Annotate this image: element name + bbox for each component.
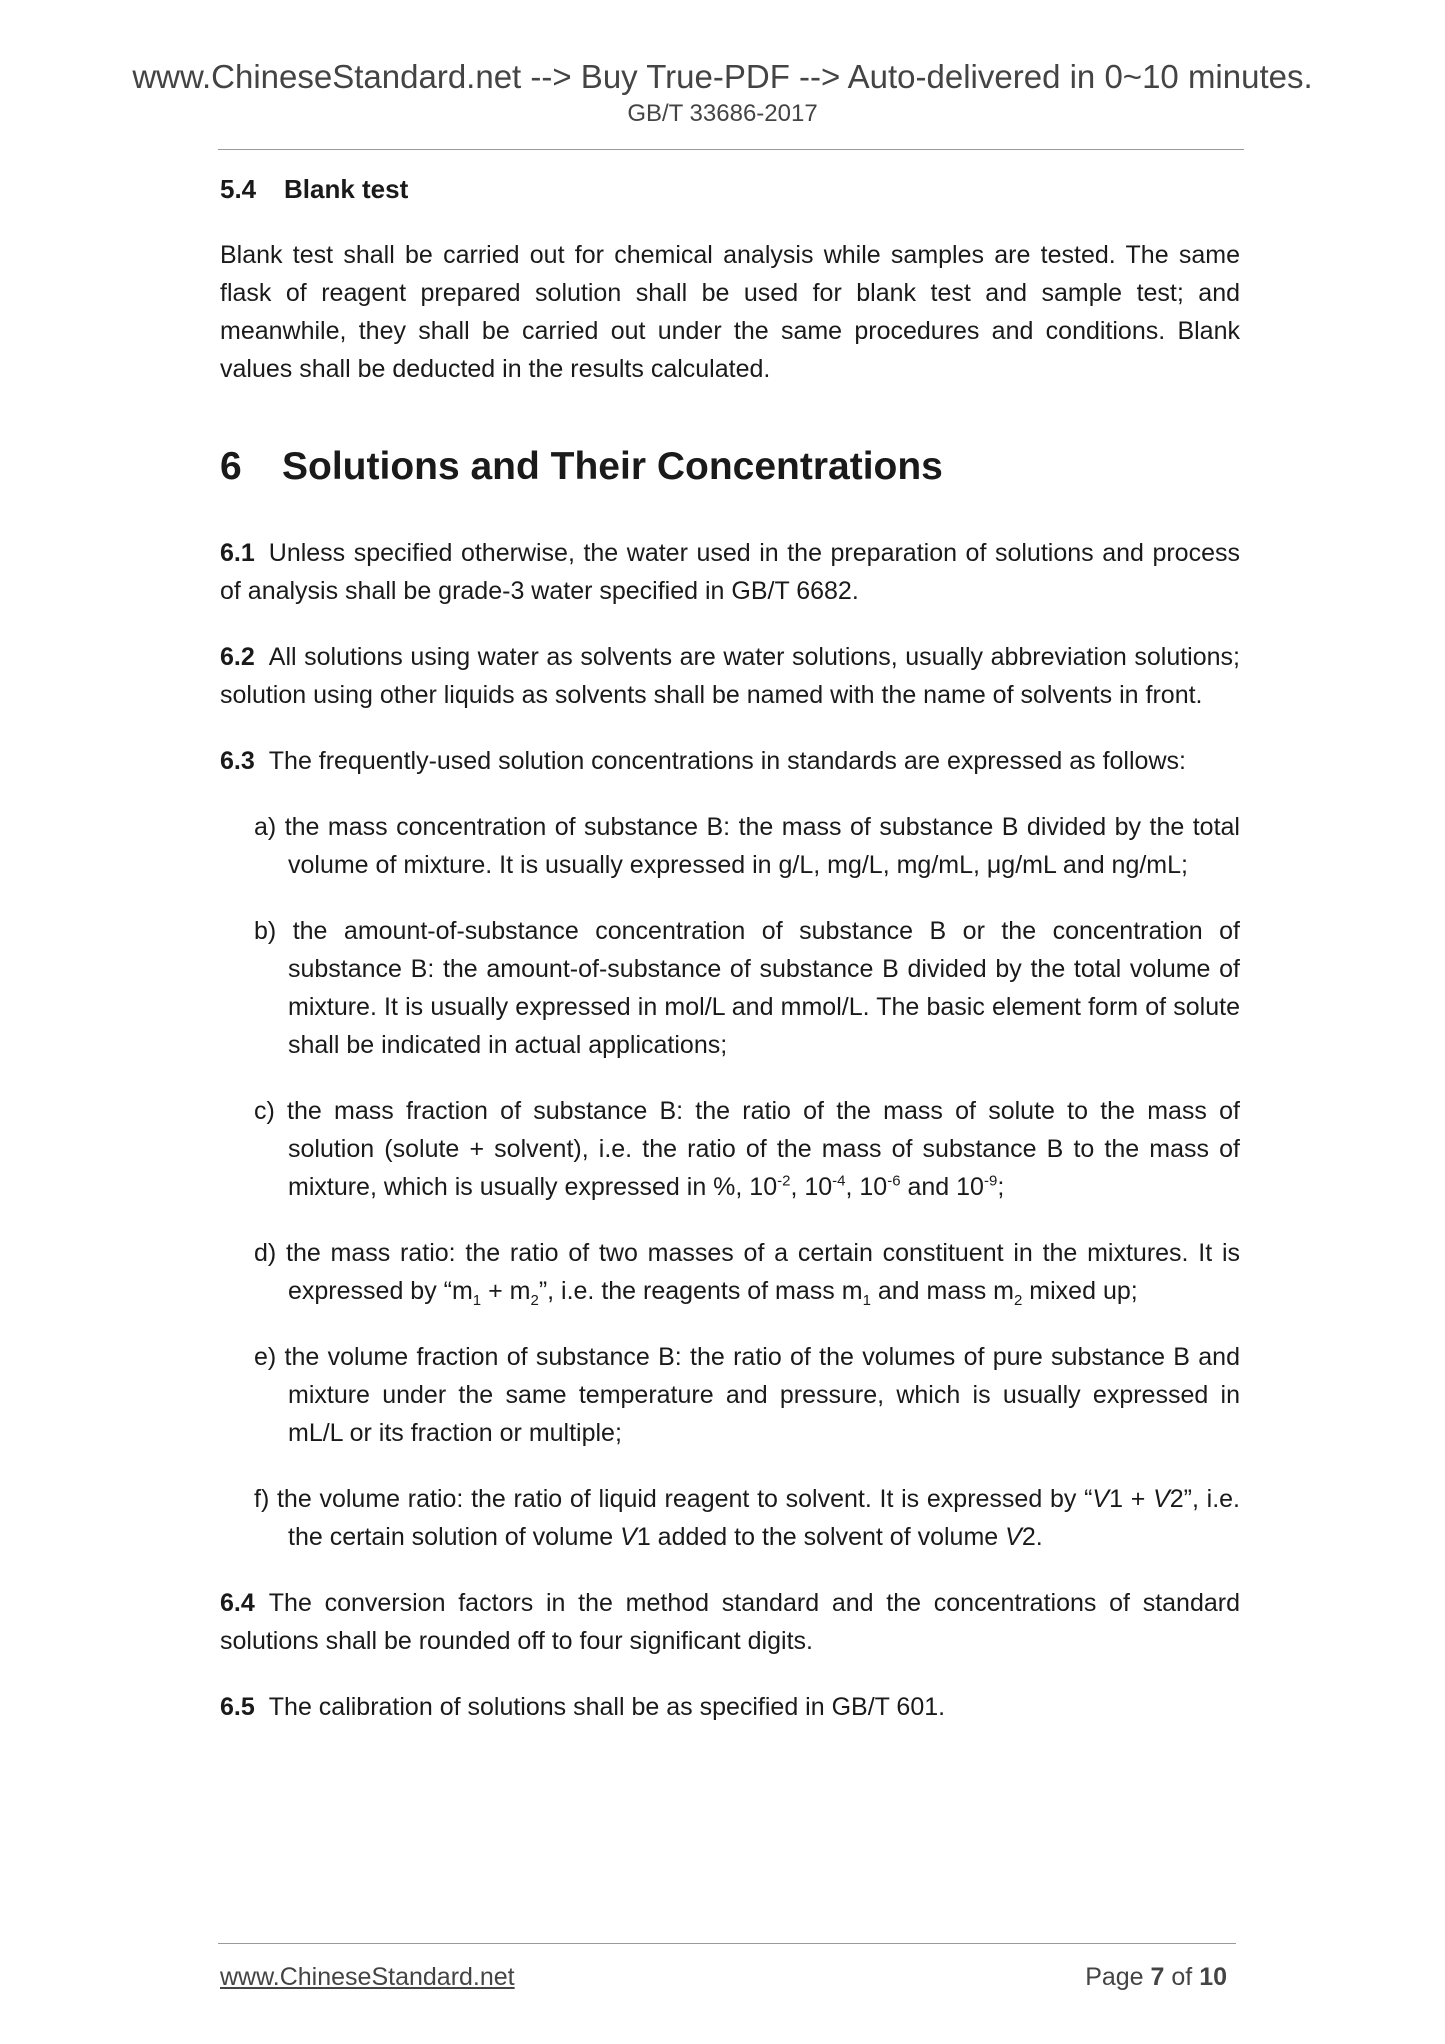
- list-item-b: b) the amount-of-substance concentration of substance B or the concentration of substance B: the amount-of-substance of substance B divided by the total volume of mixture. It is usually expressed in mol/L and mmol/L. The basic element form of solute shall be indicated in actual applications;: [254, 917, 1240, 1059]
- clause-number: 6.3: [220, 747, 255, 775]
- header-divider: [218, 149, 1244, 150]
- clause-text: The conversion factors in the method standard and the concentrations of standard solutions shall be rounded off to four significant digits.: [220, 1589, 1240, 1655]
- clause-text: All solutions using water as solvents are water solutions, usually abbreviation solutions; solution using other liquids as solvents shall be named with the name of solvents in front.: [220, 643, 1240, 709]
- clause-text: The frequently-used solution concentrations in standards are expressed as follows:: [268, 747, 1186, 775]
- footer-website-link[interactable]: www.ChineseStandard.net: [220, 1963, 515, 1991]
- list-item-d: d) the mass ratio: the ratio of two masses of a certain constituent in the mixtures. It is expressed by “$m_1 + m_2$”, i.e. the reagents of mass $m_1$ and mass $m_2$ mixed up;: [254, 1239, 1240, 1309]
- clause-text: The calibration of solutions shall be as specified in GB/T 601.: [268, 1693, 946, 1721]
- clause-6-4: [220, 1584, 1240, 1660]
- clause-number: 6.5: [220, 1693, 255, 1721]
- blank-test-paragraph: Blank test shall be carried out for chemical analysis while samples are tested. The same flask of reagent prepared solution shall be used for blank test and sample test; and meanwhile, they shall be carried out under the same procedures and conditions. Blank values shall be deducted in the results calculated.: [220, 241, 1240, 383]
- clause-number: 6.2: [220, 643, 255, 671]
- clause-6-2: [220, 638, 1240, 714]
- clause-text: Unless specified otherwise, the water used in the preparation of solutions and process of analysis shall be grade-3 water specified in GB/T 6682.: [220, 539, 1240, 605]
- clause-6-5: [220, 1688, 1240, 1726]
- section-title: Blank test: [284, 174, 409, 204]
- page-content: [220, 170, 1240, 1754]
- header-banner: www.ChineseStandard.net --> Buy True-PDF --> Auto-delivered in 0~10 minutes.: [132, 58, 1313, 95]
- list-item-e: e) the volume fraction of substance B: the ratio of the volumes of pure substance B and mixture under the same temperature and pressure, which is usually expressed in mL/L or its fraction or multiple;: [254, 1343, 1240, 1447]
- footer-divider: [218, 1943, 1236, 1944]
- section-title: Solutions and Their Concentrations: [282, 445, 943, 488]
- section-number: 5.4: [220, 174, 257, 204]
- clause-number: 6.1: [220, 539, 255, 567]
- list-item-c: c) the mass fraction of substance B: the ratio of the mass of solute to the mass of solution (solute + solvent), i.e. the ratio of the mass of substance B to the mass of mixture, which is usually expressed in %, $10^{-2}$, $10^{-4}$, $10^{-6}$ and $10^{-9}$;: [254, 1097, 1240, 1201]
- section-5-4-heading: [220, 170, 1240, 208]
- section-number: 6: [220, 445, 242, 488]
- clause-6-1: [220, 534, 1240, 610]
- clause-number: 6.4: [220, 1589, 255, 1617]
- document-id: GB/T 33686-2017: [627, 100, 818, 127]
- page-number: Page 7 of 10: [1085, 1963, 1227, 1991]
- list-item-a: a) the mass concentration of substance B: the mass of substance B divided by the total volume of mixture. It is usually expressed in g/L, mg/L, mg/mL, μg/mL and ng/mL;: [254, 813, 1240, 879]
- clause-6-3: [220, 742, 1240, 780]
- section-6-heading: [220, 444, 1240, 490]
- list-item-f: f) the volume ratio: the ratio of liquid reagent to solvent. It is expressed by “V1 + V2”, i.e. the certain solution of volume V1 added to the solvent of volume V2.: [254, 1485, 1240, 1551]
